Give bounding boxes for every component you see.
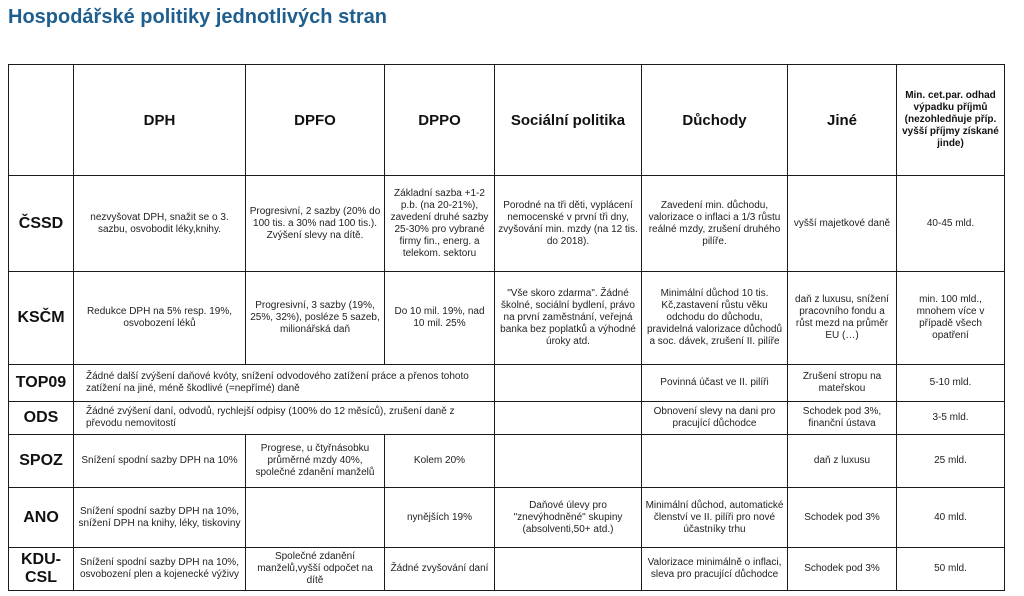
cell-dpfo: Společné zdanění manželů,vyšší odpočet na dítě: [246, 548, 385, 591]
party-name: ČSSD: [9, 176, 74, 272]
cell-dpfo: Progresivní, 3 sazby (19%, 25%, 32%), posléze 5 sazeb, milionářská daň: [246, 272, 385, 365]
cell-dph: Redukce DPH na 5% resp. 19%, osvobození léků: [74, 272, 246, 365]
table-row: [9, 435, 1005, 488]
header-dph: DPH: [74, 65, 246, 176]
header-dpfo: DPFO: [246, 65, 385, 176]
cell-social: "Vše skoro zdarma". Žádné školné, sociální bydlení, právo na první zaměstnání, veřejná banka bez poplatků a výhodné úroky atd.: [495, 272, 642, 365]
cell-other: Schodek pod 3%: [788, 488, 897, 548]
cell-social: Daňové úlevy pro "znevýhodněné" skupiny (absolventi,50+ atd.): [495, 488, 642, 548]
cell-estimate: 25 mld.: [897, 435, 1005, 488]
cell-dph: nezvyšovat DPH, snažit se o 3. sazbu, osvobodit léky,knihy.: [74, 176, 246, 272]
cell-dppo: Základní sazba +1-2 p.b. (na 20-21%), zavedení druhé sazby 25-30% pro vybrané firmy fin., energ. a telekom. sektoru: [385, 176, 495, 272]
cell-other: Schodek pod 3%, finanční ústava: [788, 402, 897, 435]
cell-pensions: Minimální důchod, automatické členství ve II. pilíři pro nové účastníky trhu: [642, 488, 788, 548]
cell-tax-merged: Žádné další zvýšení daňové kvóty, snížení odvodového zatížení práce a přenos tohoto zatížení na jiné, méně škodlivé (=nepřímé) daně: [74, 365, 495, 402]
party-policy-table: [8, 64, 1005, 591]
cell-dppo: Do 10 mil. 19%, nad 10 mil. 25%: [385, 272, 495, 365]
cell-social: [495, 402, 642, 435]
cell-pensions: [642, 435, 788, 488]
cell-estimate: 40-45 mld.: [897, 176, 1005, 272]
page-title: Hospodářské politiky jednotlivých stran: [8, 6, 387, 28]
table-row: [9, 488, 1005, 548]
header-party: [9, 65, 74, 176]
party-name: TOP09: [9, 365, 74, 402]
cell-dpfo: [246, 488, 385, 548]
cell-other: vyšší majetkové daně: [788, 176, 897, 272]
cell-dpfo: Progresivní, 2 sazby (20% do 100 tis. a 30% nad 100 tis.). Zvýšení slevy na dítě.: [246, 176, 385, 272]
party-name: ODS: [9, 402, 74, 435]
cell-other: Schodek pod 3%: [788, 548, 897, 591]
header-row: [9, 65, 1005, 176]
cell-other: daň z luxusu: [788, 435, 897, 488]
header-estimate: Min. cet.par. odhad výpadku příjmů (nezohledňuje příp. vyšší příjmy získané jinde): [897, 65, 1005, 176]
cell-social: [495, 548, 642, 591]
cell-social: Porodné na tři děti, vyplácení nemocenské v první tři dny, zvyšování min. mzdy (na 12 tis. do 2018).: [495, 176, 642, 272]
cell-dph: Snížení spodní sazby DPH na 10%, osvobození plen a kojenecké výživy: [74, 548, 246, 591]
cell-pensions: Minimální důchod 10 tis. Kč,zastavení růstu věku odchodu do důchodu, pravidelná valorizace důchodů a soc. dávek, zrušení II. pilíře: [642, 272, 788, 365]
cell-social: [495, 435, 642, 488]
party-name: KSČM: [9, 272, 74, 365]
cell-other: Zrušení stropu na mateřskou: [788, 365, 897, 402]
cell-pensions: Obnovení slevy na dani pro pracující důchodce: [642, 402, 788, 435]
table-row: [9, 402, 1005, 435]
header-dppo: DPPO: [385, 65, 495, 176]
table-row: [9, 548, 1005, 591]
cell-pensions: Povinná účast ve II. pilíři: [642, 365, 788, 402]
header-other: Jiné: [788, 65, 897, 176]
party-name: ANO: [9, 488, 74, 548]
cell-dppo: nynějších 19%: [385, 488, 495, 548]
header-social: Sociální politika: [495, 65, 642, 176]
cell-estimate: min. 100 mld., mnohem více v případě všech opatření: [897, 272, 1005, 365]
table-row: [9, 272, 1005, 365]
cell-other: daň z luxusu, snížení pracovního fondu a růst mezd na průměr EU (…): [788, 272, 897, 365]
cell-social: [495, 365, 642, 402]
cell-dpfo: Progrese, u čtyřnásobku průměrné mzdy 40%, společné zdanění manželů: [246, 435, 385, 488]
cell-dppo: Kolem 20%: [385, 435, 495, 488]
cell-estimate: 40 mld.: [897, 488, 1005, 548]
cell-dppo: Žádné zvyšování daní: [385, 548, 495, 591]
party-name: KDU-CSL: [9, 548, 74, 591]
cell-dph: Snížení spodní sazby DPH na 10%, snížení DPH na knihy, léky, tiskoviny: [74, 488, 246, 548]
cell-estimate: 5-10 mld.: [897, 365, 1005, 402]
cell-tax-merged: Žádné zvýšení daní, odvodů, rychlejší odpisy (100% do 12 měsíců), zrušení daně z převodu nemovitostí: [74, 402, 495, 435]
table-row: [9, 365, 1005, 402]
table-row: [9, 176, 1005, 272]
cell-pensions: Valorizace minimálně o inflaci, sleva pro pracující důchodce: [642, 548, 788, 591]
header-pensions: Důchody: [642, 65, 788, 176]
cell-pensions: Zavedení min. důchodu, valorizace o inflaci a 1/3 růstu reálné mzdy, zrušení druhého pilíře.: [642, 176, 788, 272]
cell-estimate: 3-5 mld.: [897, 402, 1005, 435]
party-name: SPOZ: [9, 435, 74, 488]
cell-dph: Snížení spodní sazby DPH na 10%: [74, 435, 246, 488]
cell-estimate: 50 mld.: [897, 548, 1005, 591]
